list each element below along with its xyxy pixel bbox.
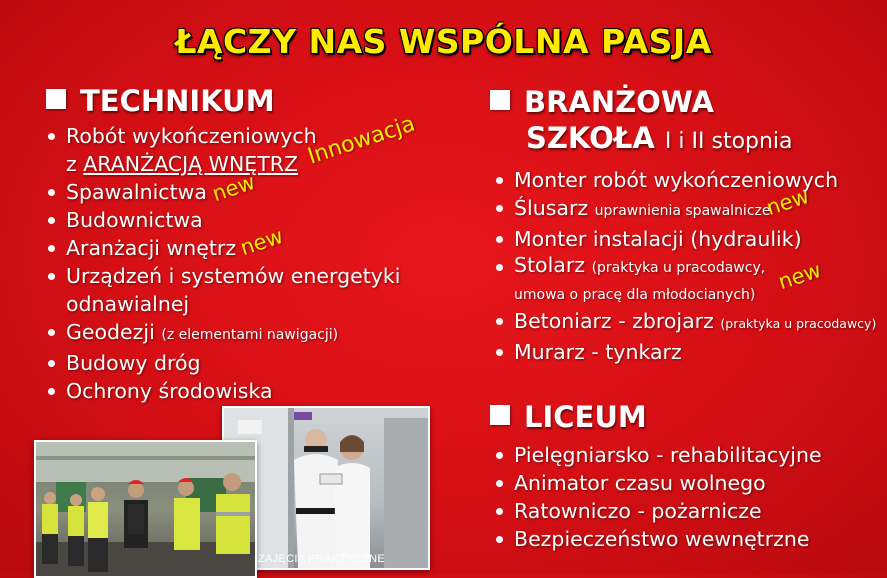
list-item: Murarz - tynkarz: [496, 338, 876, 366]
list-item: Betoniarz - zbrojarz (praktyka u pracodawcy): [496, 307, 876, 338]
group-scene-icon: [36, 442, 255, 576]
underlined-text: ARANŻACJĄ WNĘTRZ: [83, 152, 299, 176]
branzowa-heading: BRANŻOWA SZKOŁA I i II stopnia: [490, 84, 793, 160]
list-item: Geodezji (z elementami nawigacji): [48, 318, 400, 349]
square-bullet-icon: [46, 89, 66, 109]
new-badge: new: [237, 223, 287, 261]
technikum-list: [48, 122, 400, 405]
new-badge: new: [209, 169, 259, 207]
list-item: Budownictwa: [48, 206, 400, 234]
list-item: Ślusarz uprawnienia spawalnicze: [496, 194, 876, 225]
liceum-heading: LICEUM: [490, 400, 647, 434]
list-item: Aranżacji wnętrz: [48, 234, 400, 262]
list-item: Robót wykończeniowych z ARANŻACJĄ WNĘTRZ: [48, 122, 400, 178]
photo-caption: ZAJĘCIA PRAKTYCZNE: [258, 553, 386, 565]
page-title: ŁĄCZY NAS WSPÓLNA PASJA: [175, 22, 712, 61]
list-item: Monter robót wykończeniowych: [496, 166, 876, 194]
square-bullet-icon: [490, 90, 510, 110]
list-item: Bezpieczeństwo wewnętrzne: [496, 525, 822, 553]
technikum-heading: TECHNIKUM: [46, 84, 275, 118]
list-item: Budowy dróg: [48, 349, 400, 377]
list-item: Pielęgniarsko - rehabilitacyjne: [496, 441, 822, 469]
list-item: Animator czasu wolnego: [496, 469, 822, 497]
list-item: Ochrony środowiska: [48, 377, 400, 405]
new-badge: new: [763, 183, 813, 221]
group-photo: [34, 440, 257, 578]
list-item: Ratowniczo - pożarnicze: [496, 497, 822, 525]
list-item: Monter instalacji (hydraulik): [496, 225, 876, 253]
list-item: Stolarz (praktyka u pracodawcy, umowa o pracę dla młodocianych): [496, 253, 876, 307]
liceum-list: [496, 441, 822, 553]
new-badge: new: [775, 257, 825, 295]
innowacja-label: Innowacja: [304, 111, 419, 170]
list-item: Urządzeń i systemów energetyki odnawialnej: [48, 262, 400, 318]
list-item: Spawalnictwa: [48, 178, 400, 206]
square-bullet-icon: [490, 405, 510, 425]
